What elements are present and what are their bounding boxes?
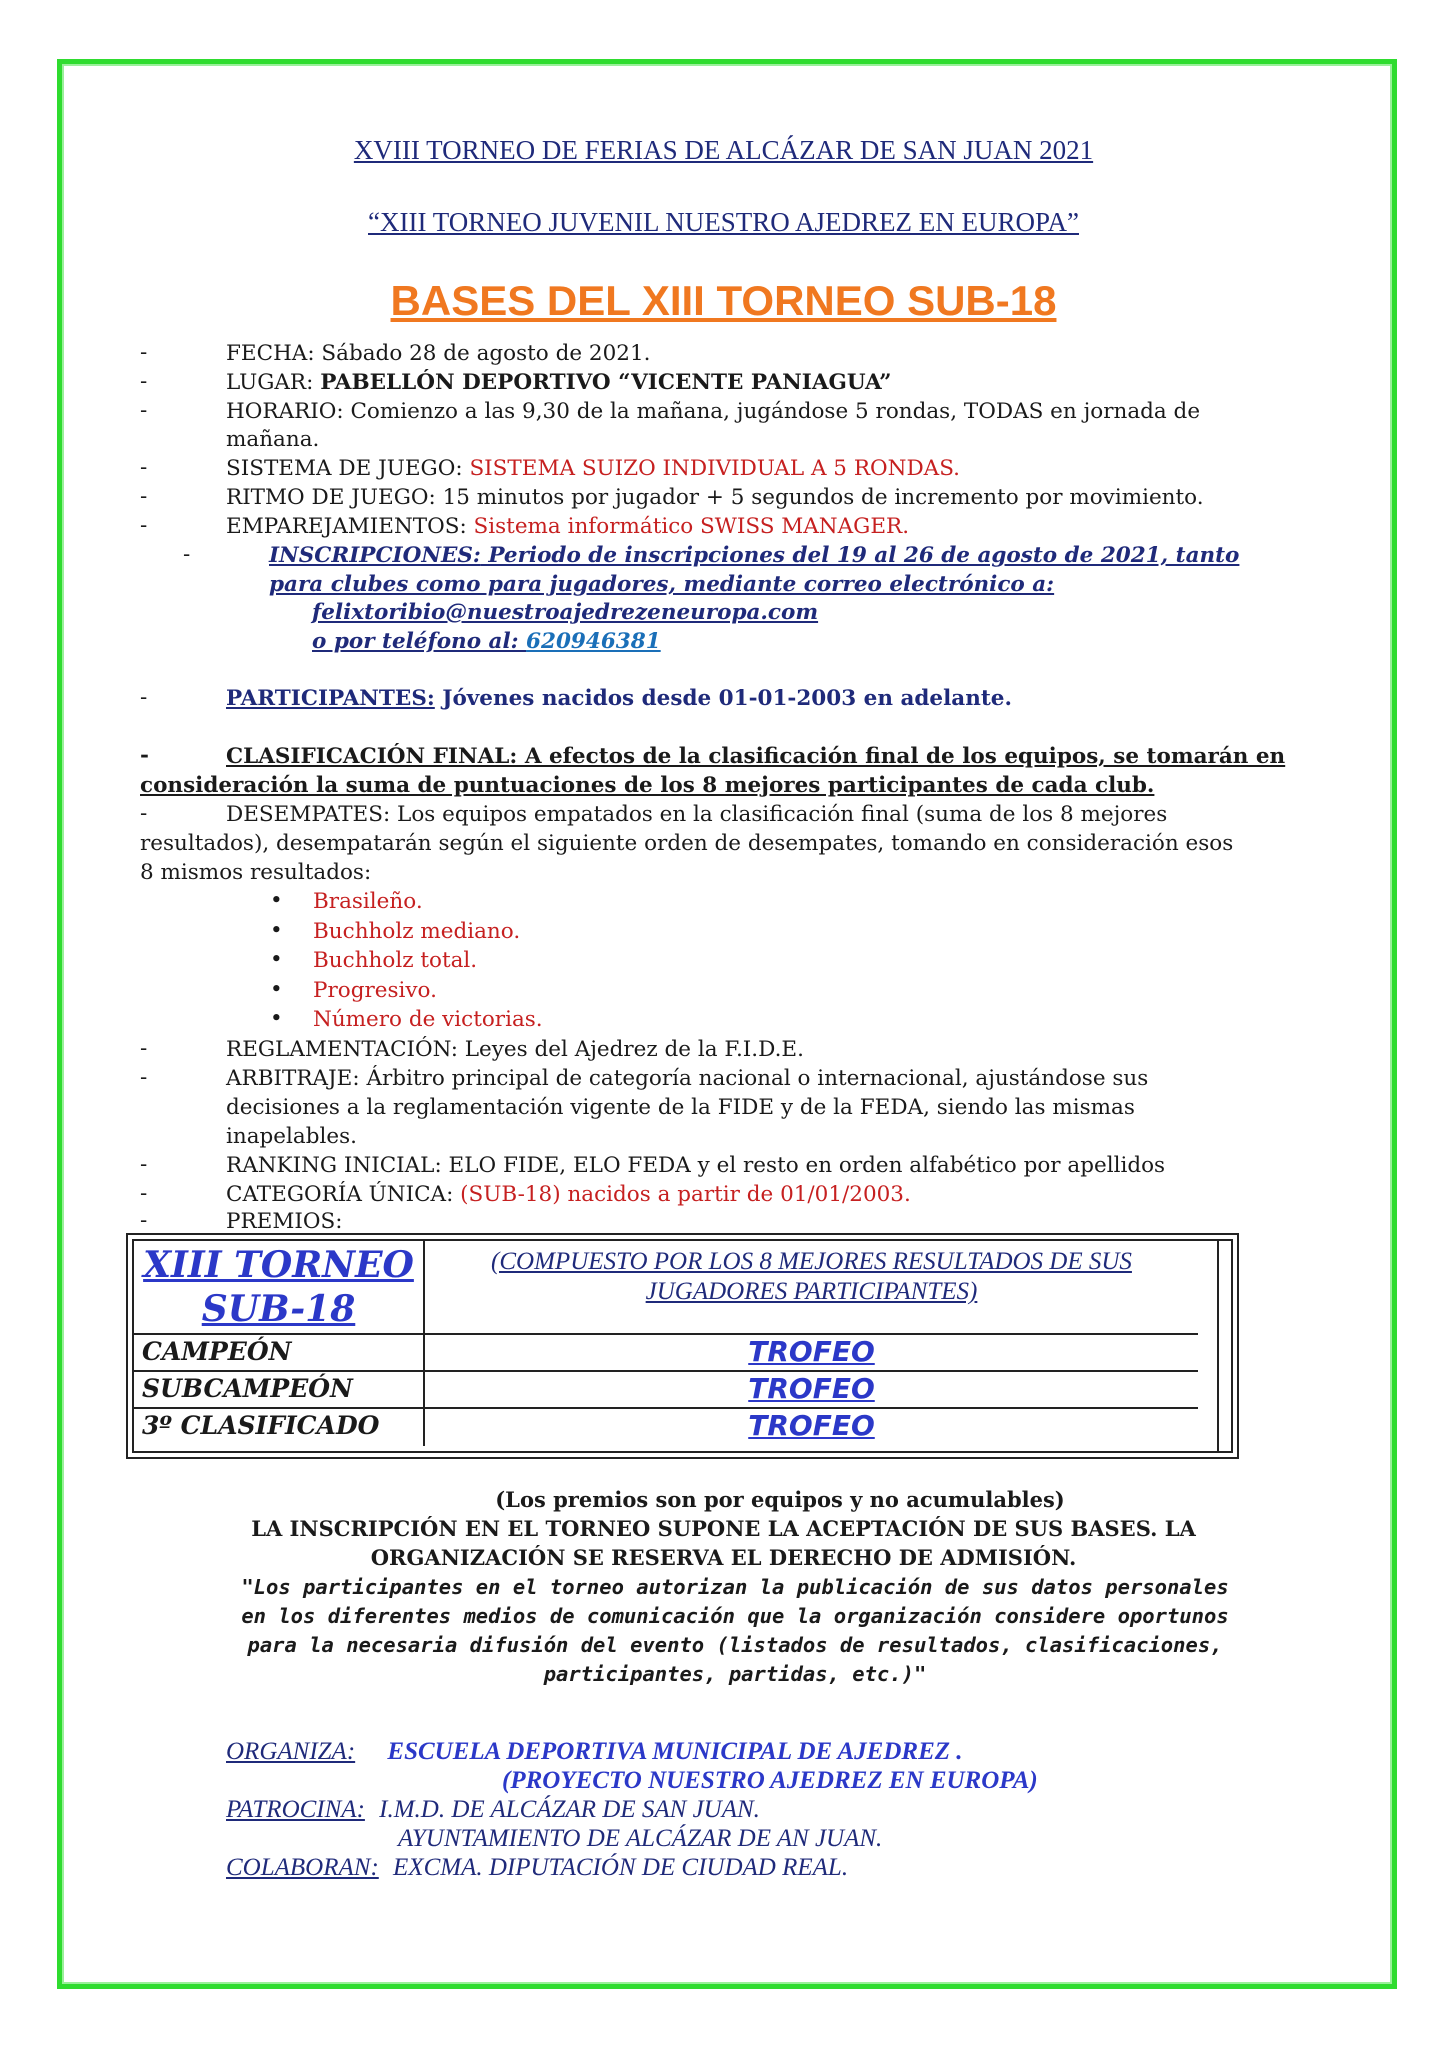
organiza-value-2-line — [502, 1767, 1038, 1795]
patrocina-value-2: AYUNTAMIENTO DE ALCÁZAR DE AN JUAN. — [398, 1825, 883, 1852]
part-label: PARTICIPANTES: — [226, 686, 435, 711]
prize-row-label: 3º CLASIFICADO — [134, 1409, 425, 1446]
bullet-icon: • — [270, 976, 283, 1002]
colaboran-value: EXCMA. DIPUTACIÓN DE CIUDAD REAL. — [393, 1854, 849, 1881]
horario-line-2: mañana. — [226, 427, 320, 452]
organiza-label: ORGANIZA: — [226, 1738, 356, 1765]
prize-row-label: CAMPEÓN — [134, 1335, 425, 1372]
sistema-line — [226, 455, 960, 483]
patrocina-label: PATROCINA: — [226, 1796, 365, 1823]
prizes-table — [126, 1233, 1239, 1459]
inscr-phone-line — [312, 628, 661, 656]
note-1: (Los premios son por equipos y no acumulables) — [495, 1487, 1065, 1512]
quote-line-2: en los diferentes medios de comunicación que la organización considere oportunos — [241, 1604, 1229, 1628]
part-line — [226, 685, 1012, 713]
dash: - — [140, 1152, 148, 1177]
empar-label: EMPAREJAMIENTOS: — [226, 514, 474, 539]
inscr-label: INSCRIPCIONES: — [269, 543, 481, 568]
dash: - — [140, 801, 148, 826]
desemp-line-1: DESEMPATES: Los equipos empatados en la clasificación final (suma de los 8 mejores — [226, 802, 1168, 827]
prize-sub-1: (COMPUESTO POR LOS 8 MEJORES RESULTADOS DE SUS — [491, 1248, 1132, 1275]
prize-row-value: TROFEO — [425, 1372, 1198, 1409]
ranking-line: RANKING INICIAL: ELO FIDE, ELO FEDA y el resto en orden alfabético por apellidos — [226, 1153, 1166, 1178]
table-divider — [1217, 1241, 1219, 1451]
dash: - — [140, 743, 149, 768]
prize-title-cell — [134, 1241, 425, 1335]
dash: - — [140, 1065, 148, 1090]
dash: - — [140, 1181, 148, 1206]
tiebreak-item: Brasileño. — [313, 889, 423, 914]
dash: - — [140, 369, 148, 394]
arbit-line-2: decisiones a la reglamentación vigente de la FIDE y de la FEDA, siendo las mismas — [226, 1095, 1135, 1120]
bullet-icon: • — [270, 1006, 283, 1031]
privacy-quote — [120, 1573, 1350, 1689]
lugar-line — [226, 369, 892, 397]
cat-label: CATEGORÍA ÚNICA: — [226, 1182, 461, 1207]
prize-row-label: SUBCAMPEÓN — [134, 1372, 425, 1409]
prize-sub-cell — [425, 1241, 1198, 1335]
arbit-line-1: ARBITRAJE: Árbitro principal de categoría nacional o internacional, ajustándose sus — [226, 1066, 1149, 1091]
dash: - — [140, 455, 148, 480]
quote-line-3: para la necesaria difusión del evento (listados de resultados, clasificaciones, — [247, 1633, 1223, 1657]
horario-line-1: HORARIO: Comienzo a las 9,30 de la mañana, jugándose 5 rondas, TODAS en jornada de — [226, 399, 1201, 424]
patrocina-line — [226, 1796, 760, 1824]
quote-line-1: "Los participantes en el torneo autorizan la publicación de sus datos personales — [241, 1575, 1229, 1599]
page-title: BASES DEL XIII TORNEO SUB-18 — [390, 277, 1057, 324]
reglam-line: REGLAMENTACIÓN: Leyes del Ajedrez de la F.I.D.E. — [226, 1037, 804, 1062]
colaboran-line — [226, 1854, 848, 1882]
desemp-line-3: 8 mismos resultados: — [140, 860, 372, 885]
empar-line — [226, 513, 909, 541]
clasif-line-1: CLASIFICACIÓN FINAL: A efectos de la clasificación final de los equipos, se tomarán en — [226, 744, 1286, 769]
desemp-line-2: resultados), desempatarán según el siguiente orden de desempates, tomando en consideración esos — [140, 831, 1234, 856]
dash: - — [140, 398, 148, 423]
ritmo-line: RITMO DE JUEGO: 15 minutos por jugador + 5 segundos de incremento por movimiento. — [226, 485, 1204, 510]
fecha-label: FECHA: — [226, 341, 322, 366]
note-3: ORGANIZACIÓN SE RESERVA EL DERECHO DE ADMISIÓN. — [370, 1545, 1077, 1570]
quote-line-4: participantes, partidas, etc.)" — [543, 1662, 927, 1686]
inscr-line-2: para clubes como para jugadores, mediante correo electrónico a: — [269, 572, 1055, 597]
prize-row-value: TROFEO — [748, 1409, 875, 1442]
cat-value: (SUB-18) nacidos a partir de 01/01/2003. — [460, 1182, 911, 1207]
arbit-line-3: inapelables. — [226, 1124, 357, 1149]
sistema-label: SISTEMA DE JUEGO: — [226, 456, 470, 481]
inscr-email[interactable]: felixtoribio@nuestroajedrezeneuropa.com — [312, 600, 819, 625]
dash: - — [140, 484, 148, 509]
fecha-line — [226, 340, 650, 368]
clasif-line-2: consideración la suma de puntuaciones de los 8 mejores participantes de cada club. — [140, 773, 1155, 798]
prize-title-2: SUB-18 — [201, 1288, 356, 1330]
bullet-icon: • — [270, 888, 283, 913]
dash: - — [183, 542, 191, 567]
tiebreak-item: Buchholz mediano. — [313, 918, 521, 944]
header-line-1: XVIII TORNEO DE FERIAS DE ALCÁZAR DE SAN JUAN 2021 — [353, 135, 1094, 165]
prize-row-value: TROFEO — [425, 1335, 1198, 1372]
patrocina-value-2-line — [398, 1825, 882, 1853]
bullet-icon: • — [270, 917, 283, 943]
inscr-phone-label: o por teléfono al: — [312, 629, 527, 654]
prize-sub-2: JUGADORES PARTICIPANTES) — [645, 1278, 978, 1305]
bullet-icon: • — [270, 947, 283, 972]
organiza-value-2: (PROYECTO NUESTRO AJEDREZ EN EUROPA) — [502, 1767, 1038, 1794]
cat-line — [226, 1181, 911, 1209]
empar-value: Sistema informático SWISS MANAGER. — [473, 514, 910, 539]
dash: - — [140, 340, 148, 365]
organiza-value-1: ESCUELA DEPORTIVA MUNICIPAL DE AJEDREZ . — [387, 1738, 963, 1765]
inscr-phone[interactable]: 620946381 — [526, 629, 661, 654]
premios-line: PREMIOS: — [226, 1209, 343, 1234]
fecha-value: Sábado 28 de agosto de 2021. — [321, 341, 651, 366]
prize-title-1: XIII TORNEO — [143, 1244, 414, 1286]
part-value: Jóvenes nacidos desde 01-01-2003 en adelante. — [434, 686, 1012, 711]
dash: - — [140, 1208, 148, 1233]
tiebreak-item: Buchholz total. — [313, 948, 478, 973]
colaboran-label: COLABORAN: — [226, 1854, 379, 1881]
sistema-value: SISTEMA SUIZO INDIVIDUAL A 5 RONDAS. — [469, 456, 961, 481]
lugar-label: LUGAR: — [226, 370, 321, 395]
header-line-2: “XIII TORNEO JUVENIL NUESTRO AJEDREZ EN EUROPA” — [368, 207, 1079, 237]
patrocina-value-1: I.M.D. DE ALCÁZAR DE SAN JUAN. — [379, 1796, 760, 1823]
tiebreak-item: Progresivo. — [313, 977, 437, 1003]
inscr-text-1: Periodo de inscripciones del 19 al 26 de agosto de 2021, tanto — [480, 543, 1240, 568]
organiza-line — [226, 1738, 963, 1766]
dash: - — [140, 513, 148, 538]
dash: - — [140, 1036, 148, 1061]
inscr-line-1 — [269, 542, 1239, 570]
dash: - — [140, 685, 148, 710]
lugar-value: PABELLÓN DEPORTIVO “VICENTE PANIAGUA” — [320, 370, 892, 395]
note-2: LA INSCRIPCIÓN EN EL TORNEO SUPONE LA ACEPTACIÓN DE SUS BASES. LA — [251, 1516, 1196, 1541]
tiebreak-item: Número de victorias. — [313, 1007, 543, 1032]
